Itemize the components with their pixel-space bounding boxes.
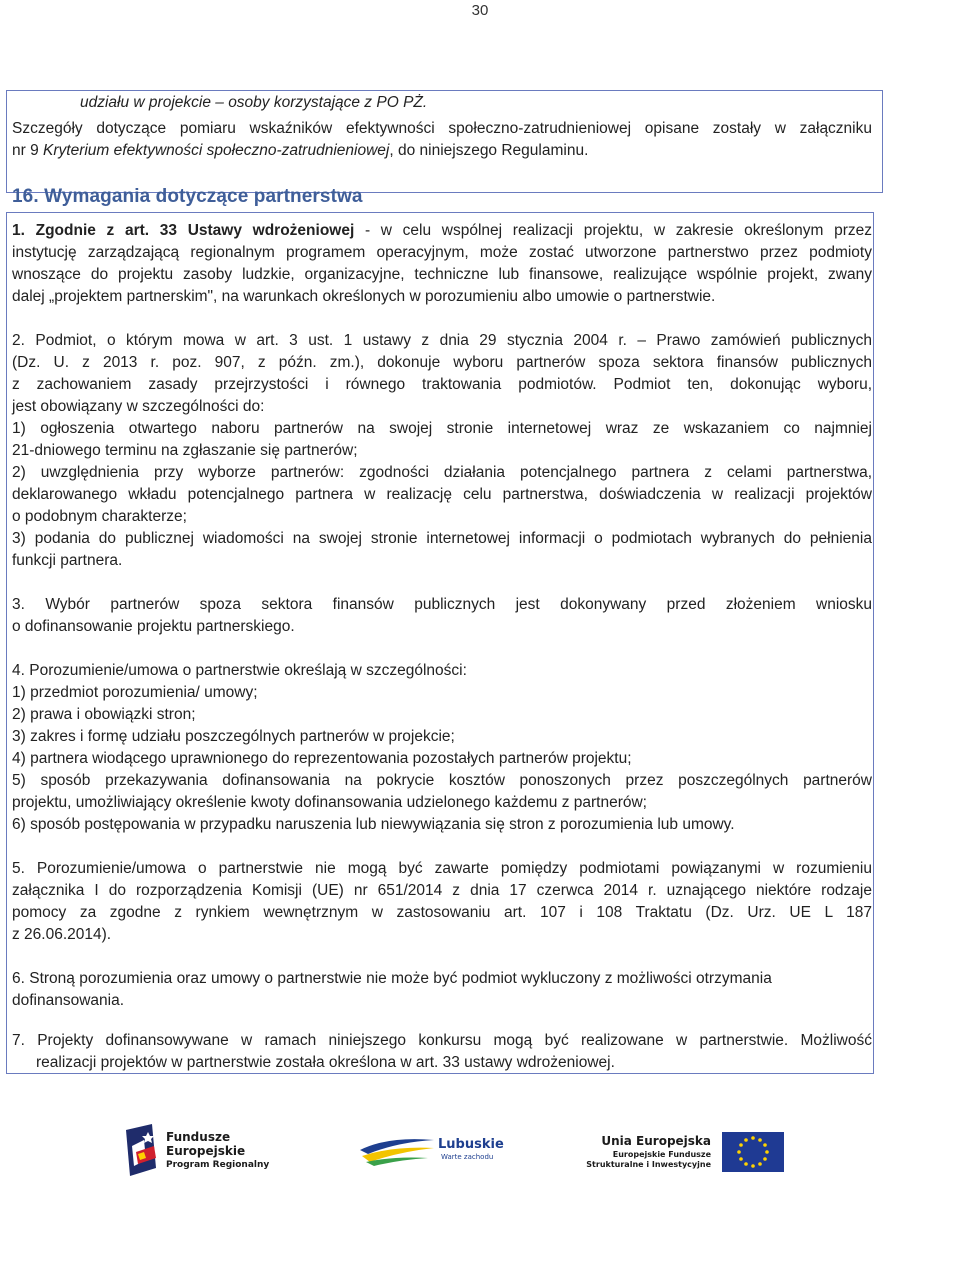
fe-line3: Program Regionalny (166, 1160, 270, 1170)
intro-line: udziału w projekcie – osoby korzystające z PO PŻ. (80, 94, 428, 111)
paragraph-line: 1) ogłoszenia otwartego naboru partnerów na swojej stronie internetowej wraz ze wskazaniem co najmniej (12, 420, 872, 437)
section-heading: 16. Wymagania dotyczące partnerstwa (12, 186, 363, 207)
intro-line (12, 140, 588, 162)
paragraph-line: z zachowaniem zasady przejrzystości i równego traktowania podmiotów. Podmiot ten, dokonując wyboru, (12, 376, 872, 393)
ue-line3: Strukturalne i Inwestycyjne (586, 1160, 711, 1169)
list-item: projektu, umożliwiający określenie kwoty dofinansowania udzielonego każdemu z partnerów; (12, 794, 647, 811)
lubuskie-tagline: Warte zachodu (441, 1153, 494, 1161)
paragraph-line: jest obowiązany w szczególności do: (12, 398, 265, 415)
paragraph-line: 7. Projekty dofinansowywane w ramach niniejszego konkursu mogą być realizowane w partnerstwie. Możliwość (12, 1032, 872, 1049)
list-item: 2) prawa i obowiązki stron; (12, 706, 196, 723)
intro-text: , do niniejszego Regulaminu. (389, 142, 589, 159)
footer-logos (0, 1120, 960, 1180)
page-number: 30 (471, 2, 489, 19)
paragraph-line: o dofinansowanie projektu partnerskiego. (12, 618, 295, 635)
paragraph-line: instytucję zarządzającą regionalnym programem operacyjnym, może zostać utworzone partnerstwo przez podmioty (12, 244, 872, 261)
paragraph-line: funkcji partnera. (12, 552, 123, 569)
list-item: 3) zakres i formę udziału poszczególnych partnerów w projekcie; (12, 728, 455, 745)
lubuskie-name: Lubuskie (438, 1137, 504, 1152)
paragraph-line: dalej „projektem partnerskim", na warunkach określonych w porozumieniu albo umowie o partnerstwie. (12, 288, 716, 305)
fe-line1: Fundusze (166, 1130, 231, 1144)
bold-prefix: 1. Zgodnie z art. 33 Ustawy wdrożeniowej (12, 222, 355, 239)
paragraph-line: pomocy za zgodne z rynkiem wewnętrznym w zastosowaniu art. 107 i 108 Traktatu (Dz. Urz. UE L 187 (12, 904, 872, 921)
fundusze-europejskie-logo-icon (122, 1124, 162, 1176)
paragraph-line (12, 220, 872, 242)
paragraph-line: załącznika I do rozporządzenia Komisji (UE) nr 651/2014 z dnia 17 czerwca 2014 r. uznającego niektóre rodzaje (12, 882, 872, 899)
intro-text: nr 9 (12, 142, 44, 159)
paragraph-line: 6. Stroną porozumienia oraz umowy o partnerstwie nie może być podmiot wykluczony z możliwości otrzymania (12, 970, 772, 987)
ue-line1: Unia Europejska (601, 1134, 711, 1148)
paragraph-line: z 26.06.2014). (12, 926, 112, 943)
list-item: 5) sposób przekazywania dofinansowania na pokrycie kosztów ponoszonych przez poszczególnych partnerów (12, 772, 872, 789)
paragraph-line: 5. Porozumienie/umowa o partnerstwie nie mogą być zawarte pomiędzy podmiotami powiązanymi w rozumieniu (12, 860, 872, 877)
paragraph-line: 3. Wybór partnerów spoza sektora finansów publicznych jest dokonywany przed złożeniem wniosku (12, 596, 872, 613)
ue-line2: Europejskie Fundusze (612, 1150, 711, 1159)
paragraph-line: wnoszące do projektu zasoby ludzkie, organizacyjne, techniczne lub finansowe, realizujące wspólnie projekt, zwany (12, 266, 872, 283)
paragraph-text: - w celu wspólnej realizacji projektu, w zakresie określonym przez (354, 222, 872, 239)
paragraph-line: 2) uwzględnienia przy wyborze partnerów: zgodności działania potencjalnego partnera z celami partnerstwa, (12, 464, 872, 481)
intro-italic-title: Kryterium efektywności społeczno-zatrudnieniowej (43, 142, 390, 159)
paragraph-line: o podobnym charakterze; (12, 508, 187, 525)
paragraph-line: 21-dniowego terminu na zgłaszanie się partnerów; (12, 442, 358, 459)
fe-line2: Europejskie (166, 1144, 246, 1158)
list-item: 1) przedmiot porozumienia/ umowy; (12, 684, 258, 701)
intro-line: Szczegóły dotyczące pomiaru wskaźników efektywności społeczno-zatrudnieniowej opisane zostały w załączniku (12, 120, 872, 137)
list-item: 6) sposób postępowania w przypadku naruszenia lub niewywiązania się stron z porozumienia lub umowy. (12, 816, 735, 833)
paragraph-line: deklarowanego wkładu potencjalnego partnera w realizację celu partnerstwa, doświadczenia w realizacji projektów (12, 486, 872, 503)
paragraph-line: dofinansowania. (12, 992, 125, 1009)
paragraph-line: 3) podania do publicznej wiadomości na swojej stronie internetowej informacji o podmiotach wybranych do pełnienia (12, 530, 872, 547)
paragraph-line: realizacji projektów w partnerstwie została określona w art. 33 ustawy wdrożeniowej. (36, 1054, 615, 1071)
paragraph-line: (Dz. U. z 2013 r. poz. 907, z późn. zm.), dokonuje wyboru partnerów spoza sektora finansów publicznych (12, 354, 872, 371)
lubuskie-swoosh-icon (358, 1132, 436, 1168)
eu-flag-icon (722, 1132, 784, 1172)
list-item: 4) partnera wiodącego uprawnionego do reprezentowania pozostałych partnerów projektu; (12, 750, 632, 767)
paragraph-line: 2. Podmiot, o którym mowa w art. 3 ust. 1 ustawy z dnia 29 stycznia 2004 r. – Prawo zamówień publicznych (12, 332, 872, 349)
paragraph-line: 4. Porozumienie/umowa o partnerstwie określają w szczególności: (12, 662, 467, 679)
